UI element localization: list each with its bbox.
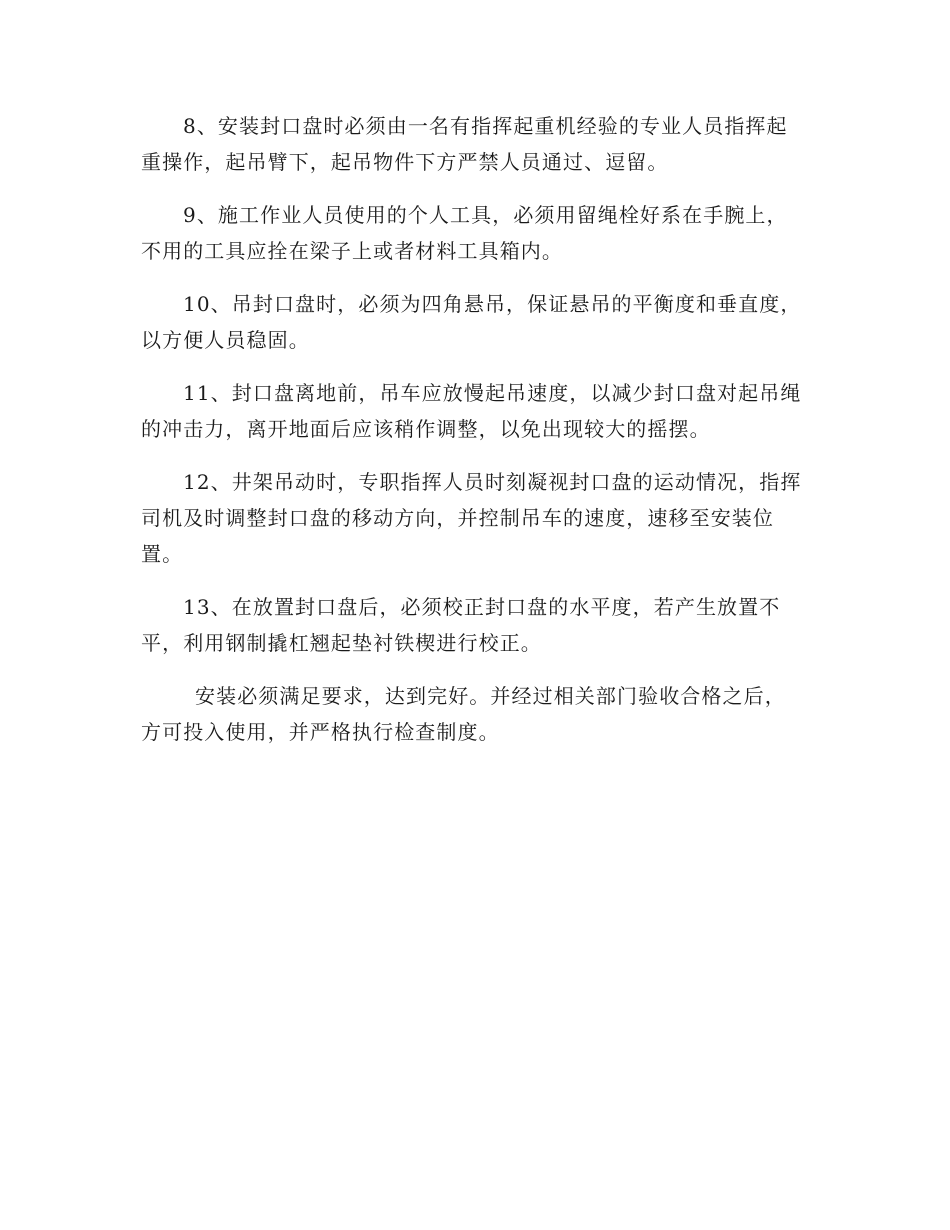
- paragraph-item-10: 10、吊封口盘时，必须为四角悬吊，保证悬吊的平衡度和垂直度，以方便人员稳固。: [141, 292, 802, 352]
- document-body: [141, 108, 805, 767]
- closing-paragraph: 安装必须满足要求，达到完好。并经过相关部门验收合格之后，方可投入使用，并严格执行检查制度。: [141, 684, 786, 744]
- paragraph-item-9: 9、施工作业人员使用的个人工具，必须用留绳栓好系在手腕上，不用的工具应拴在梁子上或者材料工具箱内。: [141, 203, 788, 263]
- paragraph-item-13: 13、在放置封口盘后，必须校正封口盘的水平度，若产生放置不平，利用钢制撬杠翘起垫衬铁楔进行校正。: [141, 595, 781, 655]
- paragraph-item-11: 11、封口盘离地前，吊车应放慢起吊速度，以减少封口盘对起吊绳的冲击力，离开地面后应该稍作调整，以免出现较大的摇摆。: [141, 381, 802, 441]
- paragraph-item-8: 8、安装封口盘时必须由一名有指挥起重机经验的专业人员指挥起重操作，起吊臂下，起吊物件下方严禁人员通过、逗留。: [141, 114, 788, 174]
- paragraph-item-12: 12、井架吊动时，专职指挥人员时刻凝视封口盘的运动情况，指挥司机及时调整封口盘的移动方向，并控制吊车的速度，速移至安装位置。: [141, 470, 802, 566]
